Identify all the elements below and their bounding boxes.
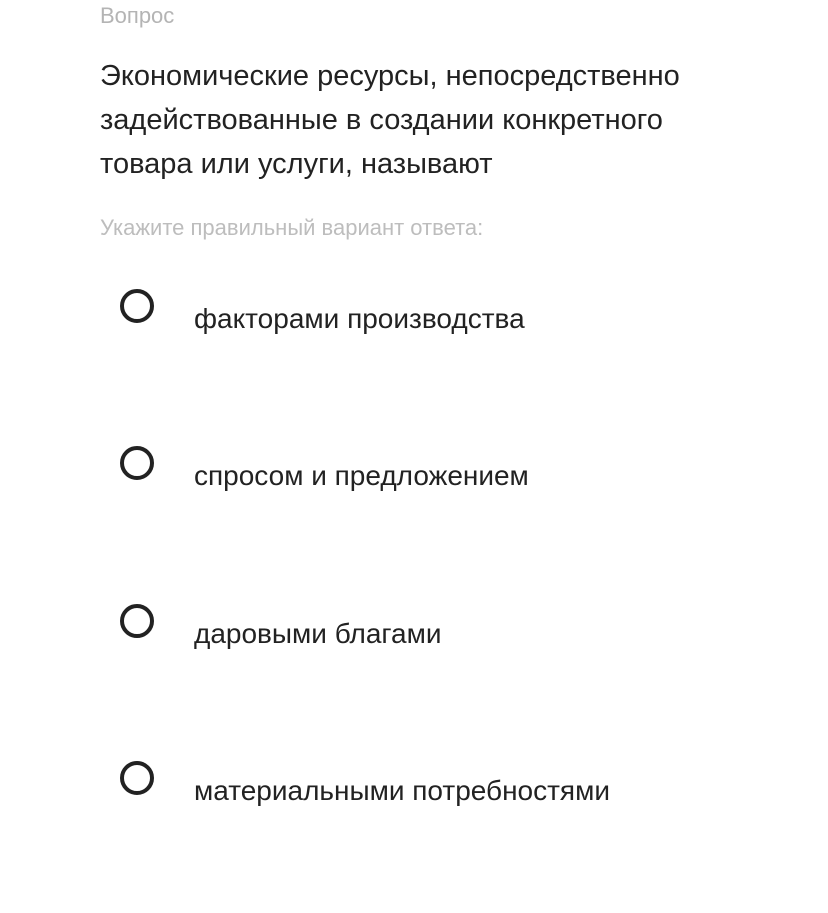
answer-option[interactable]: [120, 289, 800, 349]
radio-button-icon[interactable]: [120, 289, 154, 323]
radio-button-icon[interactable]: [120, 446, 154, 480]
question-text: Экономические ресурсы, непосредственно задействованные в создании конкретного товара или услуги, называют: [100, 60, 680, 180]
answer-option[interactable]: [120, 761, 800, 821]
answer-option-label: факторами производства: [194, 303, 525, 334]
section-label: Вопрос: [100, 3, 175, 28]
answer-option-label: спросом и предложением: [194, 460, 529, 491]
answer-option[interactable]: [120, 604, 800, 664]
radio-button-icon[interactable]: [120, 761, 154, 795]
radio-button-icon[interactable]: [120, 604, 154, 638]
answer-option-label: материальными потребностями: [194, 775, 610, 806]
answer-instruction: Укажите правильный вариант ответа:: [100, 215, 484, 240]
answer-option[interactable]: [120, 446, 800, 506]
answer-option-label: даровыми благами: [194, 618, 442, 649]
